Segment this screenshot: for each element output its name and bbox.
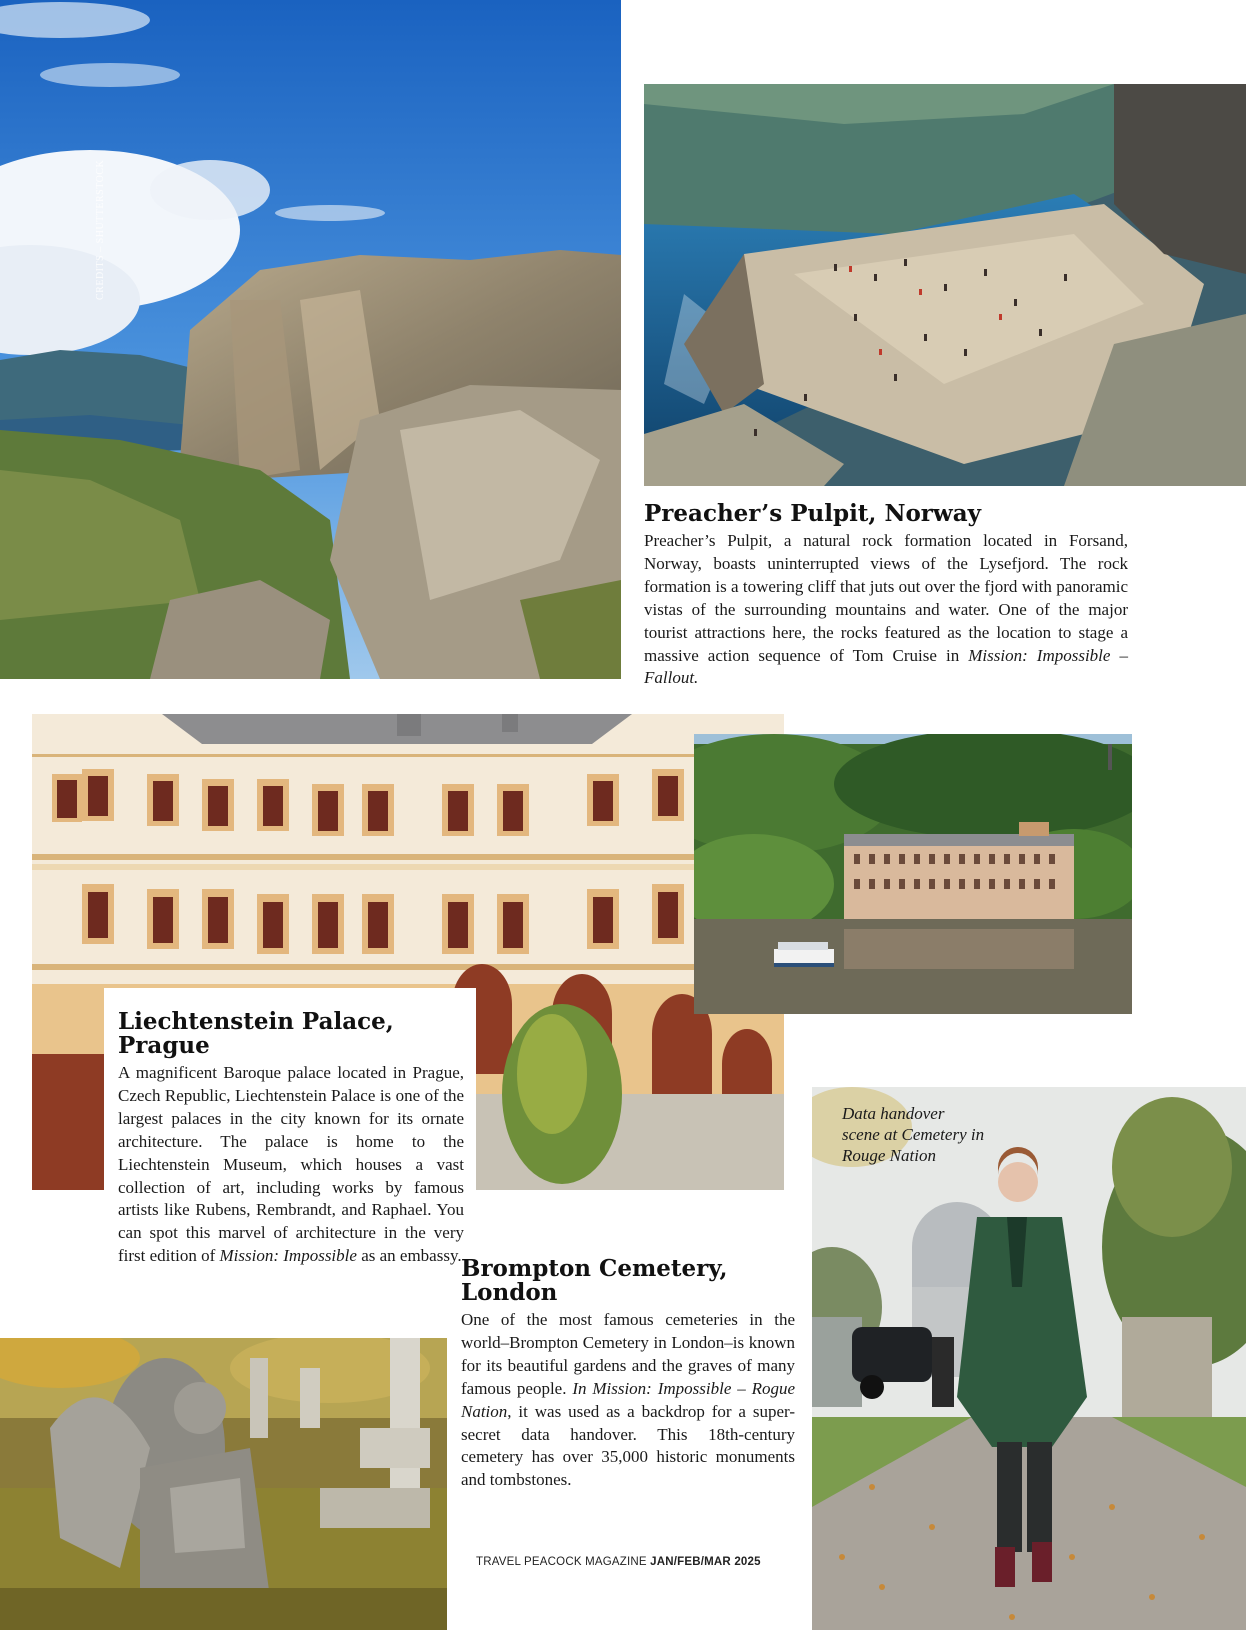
photo-credit: CREDITS – SHUTTERSTOCK xyxy=(95,159,106,300)
article-title: Brompton Cemetery, London xyxy=(461,1255,728,1306)
cemetery-scene-photo xyxy=(812,1087,1246,1630)
article-preachers-pulpit xyxy=(644,502,1128,690)
film-title: Mission: Impossible xyxy=(219,1246,357,1266)
article-title: Preacher’s Pulpit, Norway xyxy=(644,500,981,527)
article-body: Preacher’s Pulpit, a natural rock formation located in Forsand, Norway, boasts uninterrupted views of the Lysefjord. The rock formation is a towering cliff that juts out over the fjord with panoramic vistas of the surrounding mountains and water. One of the major tourist attractions here, the rocks featured as the location to stage a massive action sequence of Tom Cruise in Mission: Impossible – Fallout. xyxy=(644,531,1128,688)
article-body: One of the most famous cemeteries in the world–Brompton Cemetery in London–is known for its beautiful gardens and the graves of many famous people. In Mission: Impossible – Rogue Nation, it was used as a backdrop for a super-secret data handover. This 18th-century cemetery has over 35,000 historic monuments and tombstones. xyxy=(461,1310,795,1490)
article-brompton-cemetery xyxy=(461,1257,795,1492)
angel-statue-photo xyxy=(0,1338,447,1630)
article-title: Liechtenstein Palace, Prague xyxy=(118,1008,394,1059)
film-title: In Mission: Impossible – Rogue Nation xyxy=(461,1378,795,1421)
photo-caption: Data handover scene at Cemetery in Rouge Nation xyxy=(842,1104,985,1165)
article-body: A magnificent Baroque palace located in Prague, Czech Republic, Liechtenstein Palace is one of the largest palaces in the city known for its ornate architecture. The palace is home to the Liechtenstein Museum, which houses a vast collection of art, including works by famous artists like Rubens, Rembrandt, and Raphael. You can spot this marvel of architecture in the very first edition of Mission: Impossible as an embassy. xyxy=(118,1063,464,1266)
river-palace-photo xyxy=(694,734,1132,1014)
film-title: Mission: Impossible – Fallout. xyxy=(644,645,1128,688)
pulpit-rock-photo xyxy=(644,84,1246,486)
page-footer: TRAVEL PEACOCK MAGAZINE JAN/FEB/MAR 2025 xyxy=(476,1556,761,1568)
cliff-landscape-photo xyxy=(0,0,621,679)
article-liechtenstein-palace xyxy=(104,988,476,1312)
